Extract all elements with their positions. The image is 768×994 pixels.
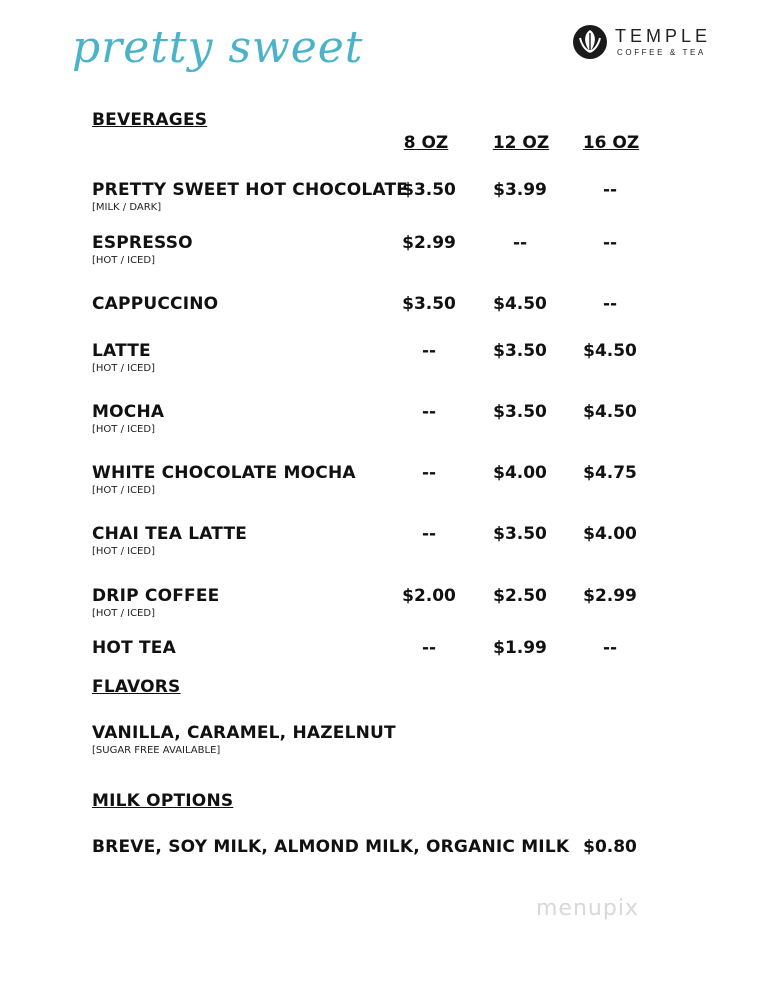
price-16oz: --: [602, 233, 618, 253]
menu-item: [0, 402, 768, 442]
menu-item: [0, 294, 768, 334]
price-12oz: $3.50: [493, 341, 547, 361]
flavors-heading: FLAVORS: [92, 677, 181, 697]
price-8oz: $3.50: [402, 180, 456, 200]
price-12oz: $4.00: [493, 463, 547, 483]
menupix-watermark: menupix: [536, 896, 639, 921]
size-header-12oz: 12 OZ: [492, 133, 550, 153]
price-16oz: --: [602, 294, 618, 314]
price-12oz: $3.50: [493, 524, 547, 544]
menu-item: [0, 463, 768, 503]
menu-item: [0, 524, 768, 564]
item-name: DRIP COFFEE: [92, 586, 220, 606]
item-name: WHITE CHOCOLATE MOCHA: [92, 463, 356, 483]
item-name: PRETTY SWEET HOT CHOCOLATE: [92, 180, 409, 200]
price-8oz: --: [421, 341, 437, 361]
temple-coffee-logo: [572, 24, 742, 64]
price-12oz: --: [512, 233, 528, 253]
price-8oz: $2.99: [402, 233, 456, 253]
item-note: [HOT / ICED]: [92, 255, 155, 266]
item-note: [HOT / ICED]: [92, 363, 155, 374]
milk-options-price: $0.80: [583, 837, 637, 857]
price-12oz: $2.50: [493, 586, 547, 606]
milk-options-heading: MILK OPTIONS: [92, 791, 234, 811]
price-12oz: $1.99: [493, 638, 547, 658]
item-note: [HOT / ICED]: [92, 424, 155, 435]
flavors-item: [0, 723, 768, 763]
milk-options-list: BREVE, SOY MILK, ALMOND MILK, ORGANIC MILK: [92, 837, 570, 857]
beverages-heading: BEVERAGES: [92, 110, 208, 130]
price-8oz: $2.00: [402, 586, 456, 606]
price-16oz: --: [602, 180, 618, 200]
menu-item: [0, 638, 768, 678]
price-8oz: --: [421, 524, 437, 544]
price-8oz: --: [421, 463, 437, 483]
flavors-list: VANILLA, CARAMEL, HAZELNUT: [92, 723, 396, 743]
menu-item: [0, 180, 768, 220]
item-note: [MILK / DARK]: [92, 202, 162, 213]
pretty-sweet-logo: pretty sweet: [72, 22, 364, 73]
item-name: LATTE: [92, 341, 151, 361]
menu-item: [0, 233, 768, 273]
menu-item: [0, 341, 768, 381]
price-16oz: $4.50: [583, 341, 637, 361]
size-header-8oz: 8 OZ: [403, 133, 449, 153]
price-12oz: $4.50: [493, 294, 547, 314]
item-name: HOT TEA: [92, 638, 176, 658]
item-note: [HOT / ICED]: [92, 546, 155, 557]
flavors-note: [SUGAR FREE AVAILABLE]: [92, 745, 221, 756]
price-8oz: --: [421, 402, 437, 422]
temple-brand-name: TEMPLE: [615, 26, 712, 46]
price-8oz: --: [421, 638, 437, 658]
item-name: ESPRESSO: [92, 233, 193, 253]
milk-options-item: [0, 837, 768, 877]
size-header-16oz: 16 OZ: [582, 133, 640, 153]
item-name: CAPPUCCINO: [92, 294, 219, 314]
item-name: CHAI TEA LATTE: [92, 524, 248, 544]
price-16oz: $4.00: [583, 524, 637, 544]
item-note: [HOT / ICED]: [92, 485, 155, 496]
temple-leaf-icon: [572, 24, 608, 60]
price-12oz: $3.99: [493, 180, 547, 200]
item-name: MOCHA: [92, 402, 165, 422]
item-note: [HOT / ICED]: [92, 608, 155, 619]
temple-brand-subtitle: COFFEE & TEA: [617, 48, 706, 57]
price-16oz: --: [602, 638, 618, 658]
price-16oz: $4.50: [583, 402, 637, 422]
price-12oz: $3.50: [493, 402, 547, 422]
menu-item: [0, 586, 768, 626]
price-16oz: $2.99: [583, 586, 637, 606]
price-8oz: $3.50: [402, 294, 456, 314]
price-16oz: $4.75: [583, 463, 637, 483]
